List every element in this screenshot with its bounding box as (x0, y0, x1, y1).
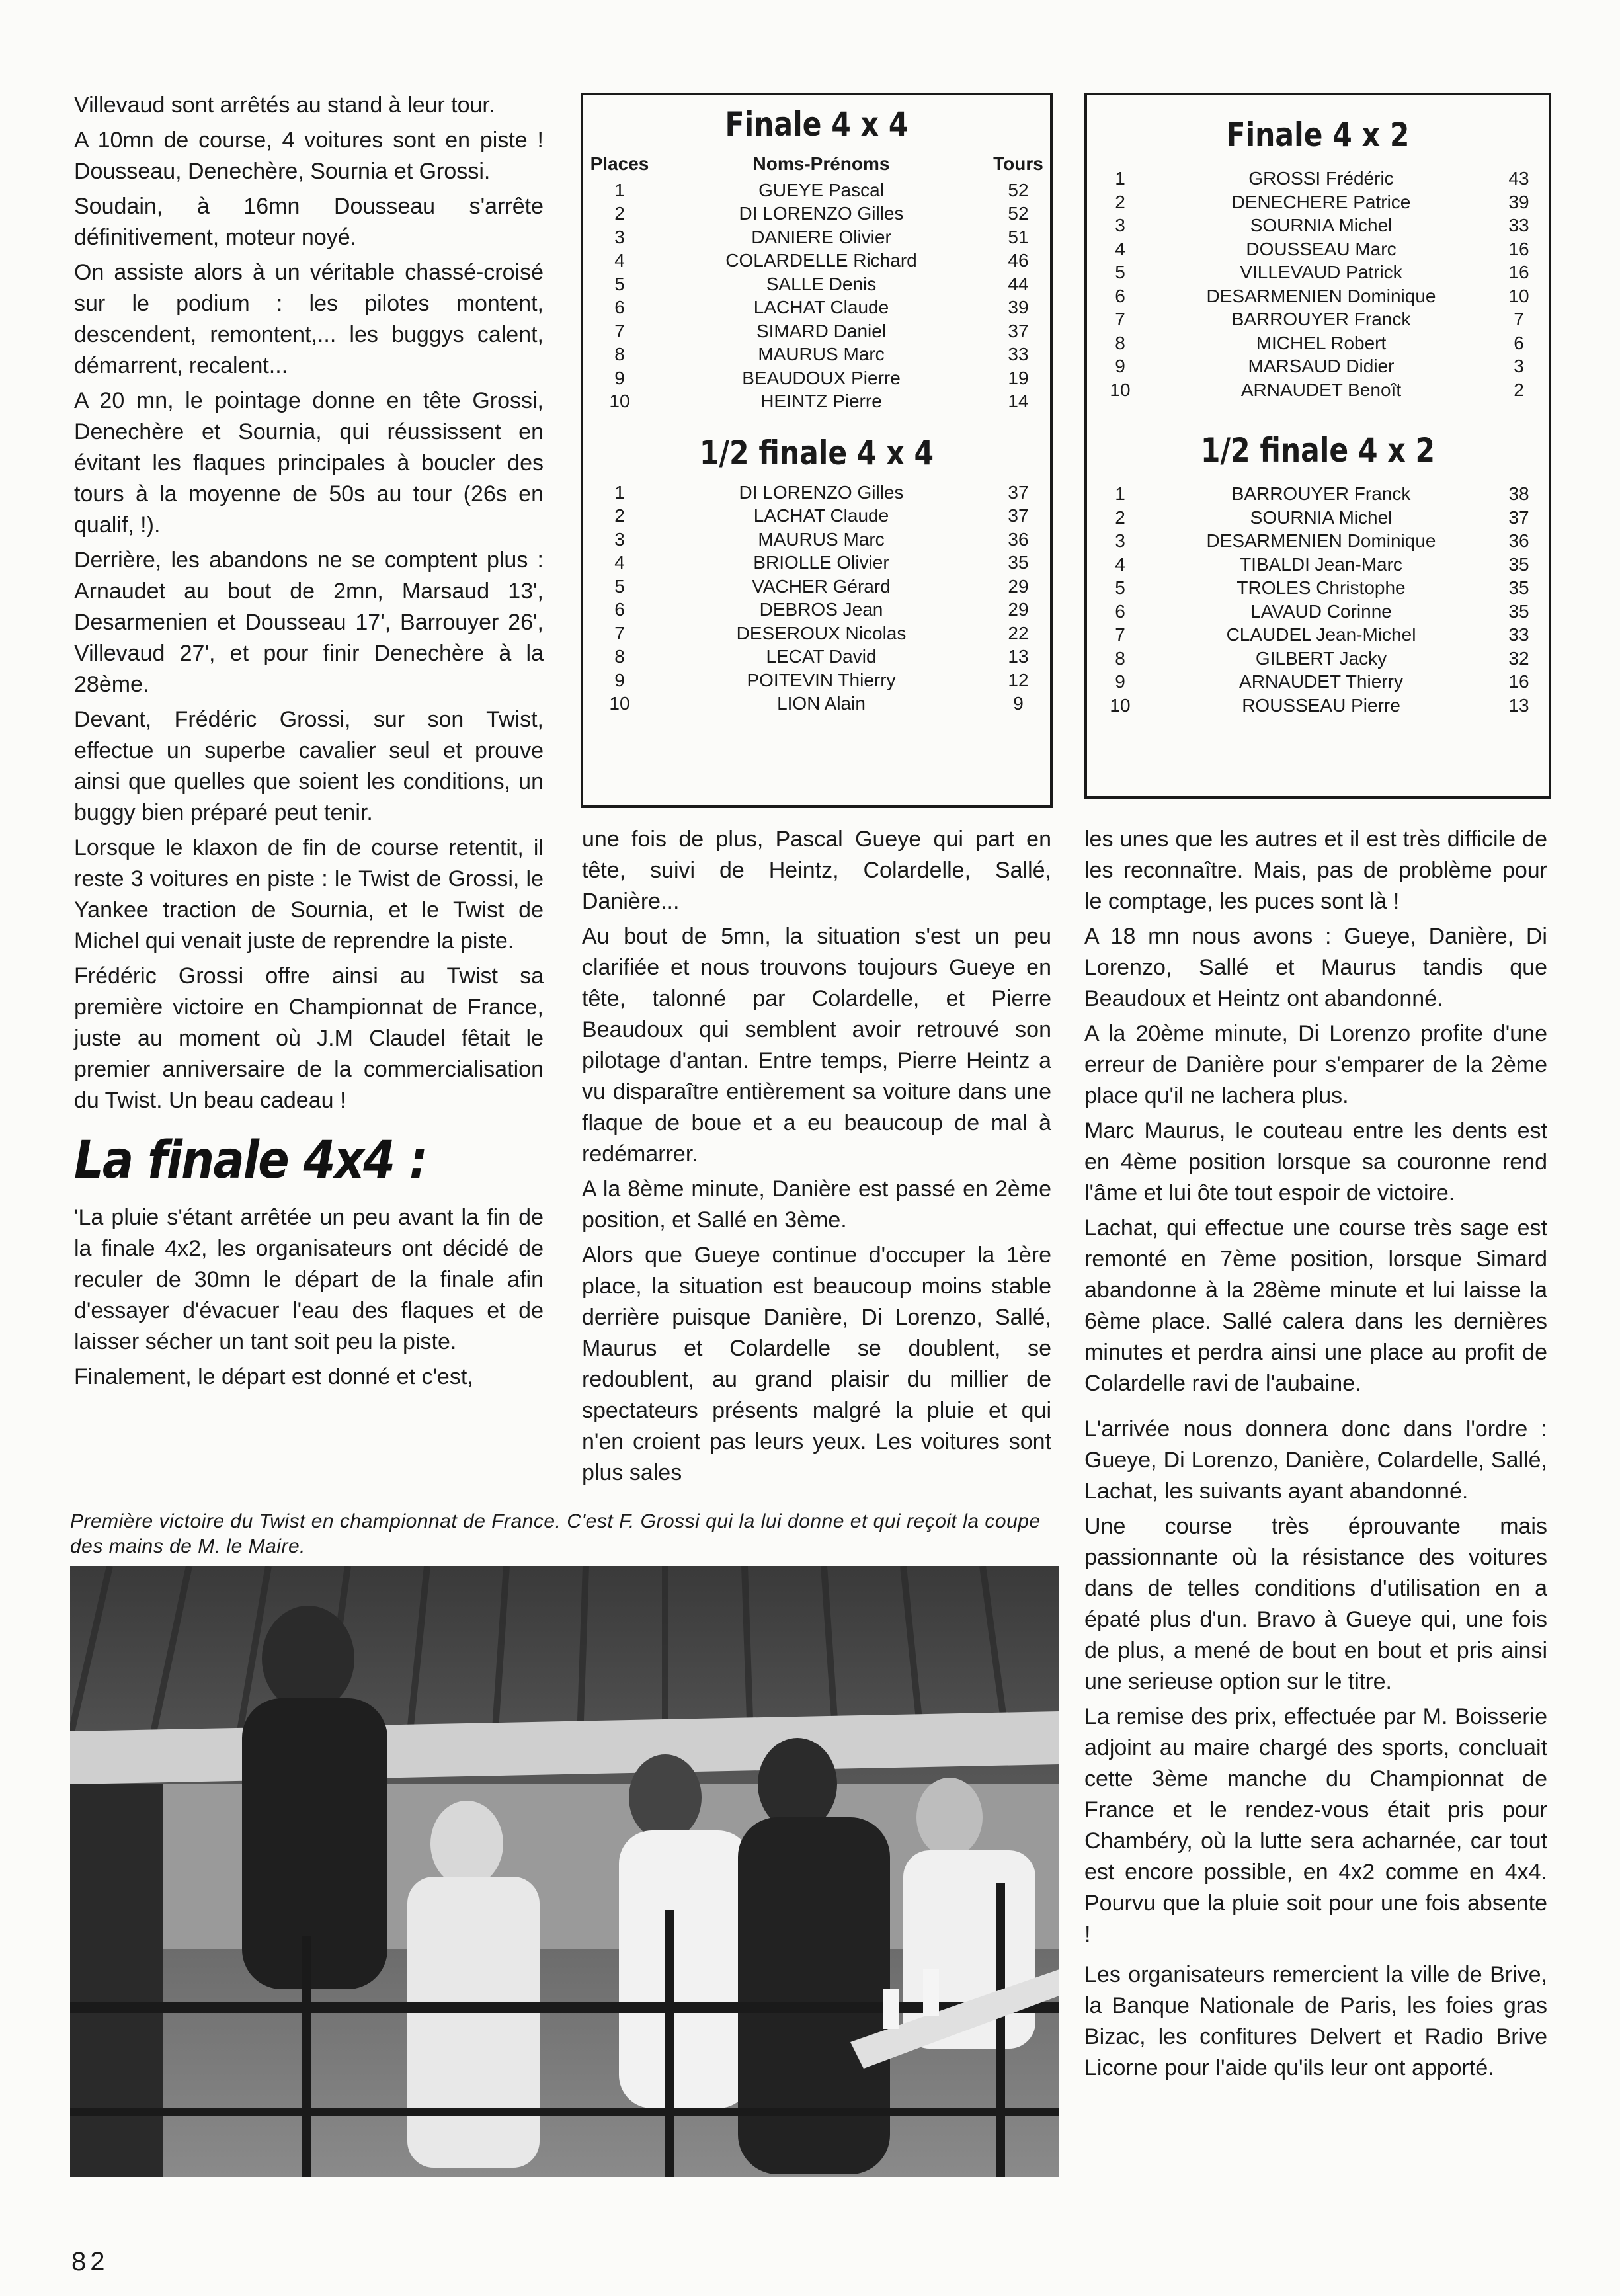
cell-tours: 29 (1008, 575, 1029, 596)
cell-tours: 33 (1008, 344, 1029, 364)
cell-name: ROUSSEAU Pierre (1242, 694, 1400, 716)
table-row (1087, 623, 1549, 647)
cell-place: 2 (614, 505, 625, 526)
paragraph: une fois de plus, Pascal Gueye qui part en tête, suivi de Heintz, Colardelle, Sallé, Danière... (582, 827, 1051, 914)
table-row (583, 343, 1050, 366)
cell-tours: 29 (1008, 599, 1029, 620)
cell-place: 7 (1115, 309, 1125, 329)
cell-tours: 22 (1008, 622, 1029, 643)
cell-tours: 46 (1008, 250, 1029, 270)
cell-tours: 16 (1508, 238, 1529, 259)
cell-place: 6 (614, 599, 625, 620)
cell-name: LION Alain (777, 693, 866, 714)
table-row (583, 202, 1050, 226)
cell-place: 8 (1115, 332, 1125, 353)
cell-name: MAURUS Marc (758, 344, 885, 364)
table-row (1087, 167, 1549, 190)
cell-name: POITEVIN Thierry (747, 669, 896, 690)
table-title-semi-4x2: 1/2 finale 4 x 2 (1200, 431, 1436, 470)
rows-semi-4x2 (1087, 482, 1549, 717)
cell-tours: 35 (1508, 554, 1529, 575)
table-row (583, 249, 1050, 272)
table-title-finale-4x4: Finale 4 x 4 (725, 105, 909, 144)
cell-name: DESARMENIEN Dominique (1206, 285, 1436, 306)
table-row (583, 551, 1050, 575)
cell-name: MAURUS Marc (758, 528, 885, 550)
cell-tours: 35 (1008, 552, 1029, 573)
cell-tours: 35 (1508, 600, 1529, 622)
cell-place: 9 (614, 669, 625, 690)
cell-name: BEAUDOUX Pierre (742, 367, 901, 388)
cell-tours: 16 (1508, 262, 1529, 282)
table-row (1087, 261, 1549, 284)
cell-name: HEINTZ Pierre (760, 391, 882, 411)
cell-place: 4 (1115, 238, 1125, 259)
photo-caption: Première victoire du Twist en championnat de France. C'est F. Grossi qui la lui donne et qui reçoit la coupe des mains de M. le Maire. (70, 1510, 1041, 1557)
cell-name: DI LORENZO Gilles (739, 481, 904, 503)
cell-name: SALLE Denis (766, 273, 877, 294)
table-row (583, 645, 1050, 669)
rows-finale-4x4 (583, 179, 1050, 413)
table-row (583, 179, 1050, 202)
cell-tours: 37 (1008, 481, 1029, 503)
table-row (1087, 284, 1549, 308)
cell-name: VACHER Gérard (752, 575, 891, 596)
paragraph: A la 8ème minute, Danière est passé en 2ème position, et Sallé en 3ème. (582, 1176, 1051, 1233)
cell-place: 3 (614, 226, 625, 247)
cell-name: DI LORENZO Gilles (739, 203, 904, 224)
cell-tours: 32 (1508, 647, 1529, 669)
results-table-4x2 (1084, 93, 1551, 799)
cell-tours: 39 (1008, 297, 1029, 317)
table-row (1087, 237, 1549, 261)
table-row (1087, 506, 1549, 530)
cell-tours: 13 (1008, 646, 1029, 667)
cell-name: MARSAUD Didier (1248, 356, 1395, 376)
table-row (583, 669, 1050, 692)
cell-name: GUEYE Pascal (758, 179, 884, 200)
cell-tours: 33 (1508, 215, 1529, 235)
cell-place: 3 (1115, 215, 1125, 235)
cell-place: 3 (1115, 530, 1125, 551)
cell-tours: 37 (1008, 505, 1029, 526)
left-paragraphs (74, 90, 544, 1116)
cell-tours: 36 (1008, 528, 1029, 550)
cell-place: 5 (614, 575, 625, 596)
cell-tours: 10 (1508, 285, 1529, 306)
cell-name: DOUSSEAU Marc (1246, 238, 1397, 259)
cell-tours: 33 (1508, 624, 1529, 645)
cell-name: SOURNIA Michel (1250, 215, 1393, 235)
cell-name: DESARMENIEN Dominique (1206, 530, 1436, 551)
paragraph: Devant, Frédéric Grossi, sur son Twist, effectue un superbe cavalier seul et prouve ainsi que quelles que soient les conditions, un buggy bien préparé peut tenir. (74, 707, 544, 825)
table-row (1087, 694, 1549, 718)
table-row (583, 390, 1050, 413)
cell-place: 7 (1115, 624, 1125, 645)
paragraph: Les organisateurs remercient la ville de Brive, la Banque Nationale de Paris, les foies gras Bizac, les confitures Delvert et Radio Brive Licorne pour l'aide qu'ils leur ont apporté. (1084, 1962, 1547, 2080)
cell-place: 1 (1115, 168, 1125, 188)
award-ceremony-photo (70, 1566, 1059, 2177)
cell-place: 1 (614, 481, 625, 503)
paragraph: On assiste alors à un véritable chassé-croisé sur le podium : les pilotes montent, descendent, remontent,... les buggys calent, démarrent, recalent... (74, 260, 544, 378)
cell-tours: 3 (1514, 356, 1524, 376)
cell-name: SIMARD Daniel (756, 320, 887, 341)
cell-place: 1 (614, 179, 625, 200)
cell-name: DENECHERE Patrice (1231, 191, 1411, 212)
paragraph: Villevaud sont arrêtés au stand à leur tour. (74, 93, 495, 118)
cell-name: LACHAT Claude (753, 297, 889, 317)
paragraph: A 10mn de course, 4 voitures sont en piste ! Dousseau, Denechère, Sournia et Grossi. (74, 128, 544, 184)
cell-place: 2 (614, 203, 625, 224)
table-row (1087, 331, 1549, 355)
cell-place: 4 (1115, 554, 1125, 575)
paragraph: Frédéric Grossi offre ainsi au Twist sa première victoire en Championnat de France, juste au moment où J.M Claudel fêtait le premier anniversaire de la commercialisation du Twist. Un beau cadeau ! (74, 964, 544, 1113)
cell-place: 8 (1115, 647, 1125, 669)
table-row (1087, 482, 1549, 506)
table-row (1087, 214, 1549, 237)
table-row (583, 226, 1050, 249)
cell-tours: 36 (1508, 530, 1529, 551)
cell-place: 4 (614, 552, 625, 573)
table-row (1087, 600, 1549, 624)
cell-name: LECAT David (766, 646, 877, 667)
cell-place: 5 (1115, 577, 1125, 598)
paragraph: A 18 mn nous avons : Gueye, Danière, Di Lorenzo, Sallé et Maurus tandis que Beaudoux et Heintz ont abandonné. (1084, 924, 1547, 1011)
cell-place: 9 (1115, 356, 1125, 376)
cell-tours: 52 (1008, 179, 1029, 200)
cell-place: 2 (1115, 507, 1125, 528)
cell-tours: 19 (1008, 367, 1029, 388)
table-row (1087, 647, 1549, 671)
table-row (1087, 308, 1549, 331)
cell-place: 4 (614, 250, 625, 270)
cell-place: 10 (1110, 694, 1131, 716)
article-column-left (74, 90, 544, 1397)
cell-place: 3 (614, 528, 625, 550)
cell-name: ARNAUDET Benoît (1240, 379, 1402, 400)
cell-place: 7 (614, 320, 625, 341)
table-title-semi-4x4: 1/2 finale 4 x 4 (699, 433, 934, 472)
cell-name: LAVAUD Corinne (1250, 600, 1392, 622)
paragraph: Soudain, à 16mn Dousseau s'arrête définitivement, moteur noyé. (74, 194, 544, 250)
table-row (583, 481, 1050, 505)
cell-tours: 43 (1508, 168, 1529, 188)
paragraph: A 20 mn, le pointage donne en tête Grossi, Denechère et Sournia, qui réussissent en évitant les flaques principales à boucler des tours à la moyenne de 50s au tour (26s en qualif, !). (74, 388, 544, 538)
cell-place: 2 (1115, 191, 1125, 212)
table-row (583, 504, 1050, 528)
table-row (583, 366, 1050, 390)
cell-name: BRIOLLE Olivier (753, 552, 889, 573)
cell-tours: 44 (1008, 273, 1029, 294)
article-column-right (1084, 824, 1547, 2088)
cell-place: 10 (609, 693, 630, 714)
cell-name: LACHAT Claude (753, 505, 889, 526)
results-table-4x4 (581, 93, 1053, 808)
table-row (583, 575, 1050, 598)
cell-name: MICHEL Robert (1256, 332, 1387, 353)
cell-name: SOURNIA Michel (1250, 507, 1393, 528)
header-tours: Tours (993, 153, 1043, 174)
paragraph: 'La pluie s'étant arrêtée un peu avant la fin de la finale 4x2, les organisateurs ont décidé de reculer de 30mn le départ de la finale afin d'essayer d'évacuer l'eau des flaques et de laisser sécher un tant soit peu la piste. (74, 1205, 544, 1354)
table-row (1087, 354, 1549, 378)
cell-name: BARROUYER Franck (1231, 309, 1411, 329)
cell-name: TIBALDI Jean-Marc (1240, 554, 1402, 575)
paragraph: Lorsque le klaxon de fin de course retentit, il reste 3 voitures en piste : le Twist de Grossi, le Yankee traction de Sournia, et le Twist de Michel qui venait juste de reprendre la piste. (74, 835, 544, 954)
cell-place: 7 (614, 622, 625, 643)
section-heading-finale-4x4: La finale 4x4 : (74, 1131, 427, 1190)
cell-place: 6 (1115, 285, 1125, 306)
cell-tours: 35 (1508, 577, 1529, 598)
paragraph: Lachat, qui effectue une course très sage est remonté en 7ème position, lorsque Simard abandonne à la 28ème minute et lui laisse la 6ème place. Sallé calera dans les dernières minutes et perdra ainsi une place au profit de Colardelle ravi de l'aubaine. (1084, 1215, 1547, 1396)
header-names: Noms-Prénoms (752, 153, 890, 174)
cell-place: 8 (614, 646, 625, 667)
header-places: Places (590, 153, 649, 174)
rows-semi-4x4 (583, 481, 1050, 716)
cell-name: GILBERT Jacky (1255, 647, 1387, 669)
paragraph: Derrière, les abandons ne se comptent plus : Arnaudet au bout de 2mn, Marsaud 13', Desarmenien et Dousseau 17', Barrouyer 26', Villevaud 27', et pour finir Denechère à la 28ème. (74, 548, 544, 697)
photo-illustration (70, 1566, 1059, 2177)
table-row (1087, 378, 1549, 402)
paragraph: A la 20ème minute, Di Lorenzo profite d'une erreur de Danière pour s'emparer de la 2ème place qu'il ne lachera plus. (1084, 1021, 1547, 1108)
table-row (583, 272, 1050, 296)
cell-place: 9 (1115, 671, 1125, 692)
table-title-finale-4x2: Finale 4 x 2 (1226, 116, 1410, 154)
table-row (583, 598, 1050, 622)
cell-name: COLARDELLE Richard (725, 250, 917, 270)
cell-tours: 7 (1514, 309, 1524, 329)
cell-tours: 52 (1008, 203, 1029, 224)
cell-tours: 13 (1508, 694, 1529, 716)
cell-tours: 16 (1508, 671, 1529, 692)
cell-name: DEBROS Jean (759, 599, 883, 620)
cell-tours: 37 (1508, 507, 1529, 528)
table-row (1087, 670, 1549, 694)
cell-place: 8 (614, 344, 625, 364)
cell-place: 9 (614, 367, 625, 388)
paragraph: Marc Maurus, le couteau entre les dents est en 4ème position lorsque sa couronne rend l'âme et lui ôte tout espoir de victoire. (1084, 1118, 1547, 1206)
cell-name: ARNAUDET Thierry (1239, 671, 1403, 692)
cell-tours: 39 (1508, 191, 1529, 212)
cell-name: BARROUYER Franck (1231, 483, 1411, 504)
cell-tours: 9 (1013, 693, 1024, 714)
table-row (1087, 190, 1549, 214)
cell-name: VILLEVAUD Patrick (1240, 262, 1402, 282)
cell-name: TROLES Christophe (1236, 577, 1406, 598)
cell-place: 10 (1110, 379, 1131, 400)
cell-name: GROSSI Frédéric (1248, 168, 1394, 188)
paragraph: Au bout de 5mn, la situation s'est un peu clarifiée et nous trouvons toujours Gueye en tête, talonné par Colardelle, et Pierre Beaudoux qui semblent avoir retrouvé son pilotage d'antan. Entre temps, Pierre Heintz a vu disparaître entièrement sa voiture dans une flaque de boue et a eu beaucoup de mal à redémarrer. (582, 924, 1051, 1167)
paragraph: Finalement, le départ est donné et c'est, (74, 1364, 473, 1389)
table-row (583, 296, 1050, 319)
table-row (583, 622, 1050, 645)
table-row (1087, 553, 1549, 577)
cell-tours: 6 (1514, 332, 1524, 353)
rows-finale-4x2 (1087, 167, 1549, 401)
cell-tours: 14 (1008, 391, 1029, 411)
cell-tours: 37 (1008, 320, 1029, 341)
table-row (1087, 529, 1549, 553)
table-header (583, 152, 1050, 176)
cell-place: 5 (614, 273, 625, 294)
cell-name: CLAUDEL Jean-Michel (1226, 624, 1416, 645)
cell-place: 6 (614, 297, 625, 317)
article-column-middle (582, 824, 1051, 1493)
cell-place: 1 (1115, 483, 1125, 504)
table-row (1087, 576, 1549, 600)
cell-place: 6 (1115, 600, 1125, 622)
table-row (583, 692, 1050, 716)
cell-place: 5 (1115, 262, 1125, 282)
paragraph: La remise des prix, effectuée par M. Boisserie adjoint au maire chargé des sports, concluait cette 3ème manche du Championnat de France et le rendez-vous était pris pour Chambéry, où la lutte sera acharnée, car tout est encore possible, en 4x2 comme en 4x4. Pourvu que la pluie soit pour une fois absente ! (1084, 1704, 1547, 1947)
cell-name: DANIERE Olivier (751, 226, 891, 247)
cell-place: 10 (609, 391, 630, 411)
table-row (583, 319, 1050, 343)
cell-tours: 38 (1508, 483, 1529, 504)
cell-tours: 2 (1514, 379, 1524, 400)
paragraph: les unes que les autres et il est très difficile de les reconnaître. Mais, pas de problème pour le comptage, les puces sont là ! (1084, 827, 1547, 914)
cell-tours: 51 (1008, 226, 1029, 247)
paragraph: L'arrivée nous donnera donc dans l'ordre : Gueye, Di Lorenzo, Danière, Colardelle, Sallé, Lachat, les suivants ayant abandonné. (1084, 1416, 1547, 1504)
paragraph: Une course très éprouvante mais passionnante où la résistance des voitures dans de telles conditions d'utilisation en a épaté plus d'un. Bravo à Gueye qui, une fois de plus, a mené de bout en bout et pris ainsi une serieuse option sur le titre. (1084, 1514, 1547, 1694)
paragraph: Alors que Gueye continue d'occuper la 1ère place, la situation est beaucoup moins stable derrière puisque Danière, Di Lorenzo, Sallé, Maurus et Colardelle se doublent, se redoublent, au grand plaisir du millier de spectateurs présents malgré la pluie et qui n'en croient pas leurs yeux. Les voitures sont plus sales (582, 1243, 1051, 1485)
cell-tours: 12 (1008, 669, 1029, 690)
page-number: 82 (71, 2247, 109, 2276)
table-row (583, 528, 1050, 552)
cell-name: DESEROUX Nicolas (736, 622, 907, 643)
